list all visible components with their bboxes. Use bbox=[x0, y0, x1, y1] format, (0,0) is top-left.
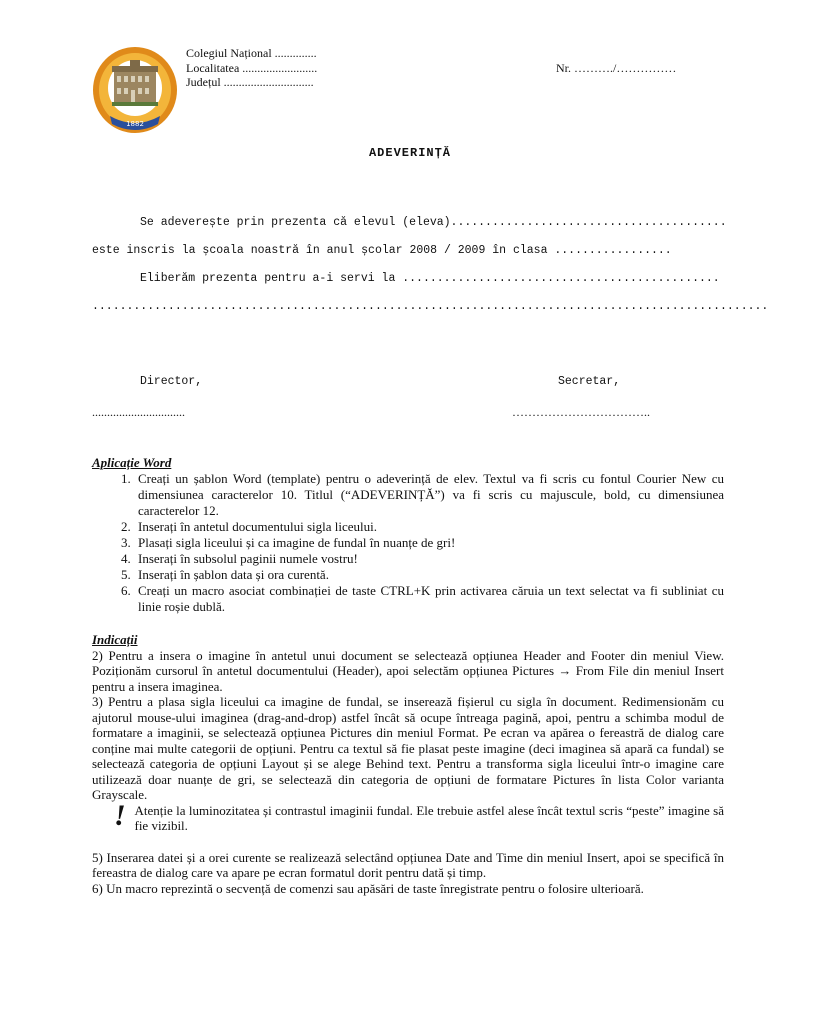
word-application-section bbox=[92, 455, 724, 615]
task-item: 5. Inserați în șablon data și ora curentă. bbox=[134, 567, 724, 583]
document-title: ADEVERINȚĂ bbox=[368, 146, 451, 160]
certificate-line-3: Eliberăm prezenta pentru a-i servi la .............................................. bbox=[140, 272, 720, 285]
director-signature-line: ............................... bbox=[92, 405, 185, 419]
school-logo bbox=[92, 46, 178, 134]
school-name-line: Colegiul Național .............. bbox=[186, 46, 317, 60]
town-line: Localitatea ......................... bbox=[186, 61, 318, 75]
indications-section bbox=[92, 632, 724, 896]
indications-heading: Indicații bbox=[92, 632, 138, 647]
task-item: 4. Inserați în subsolul paginii numele vostru! bbox=[134, 551, 724, 567]
task-item: 6. Creați un macro asociat combinației de taste CTRL+K prin activarea căruia un text selectat va fi subliniat cu linie roșie dublă. bbox=[134, 583, 724, 615]
indication-3: 3) Pentru a plasa sigla liceului ca imagine de fundal, se inserează fișierul cu sigla în document. Redimensionăm cu ajutorul mouse-ului imaginea (drag-and-drop) astfel încât să ocupe întreaga pagină, apoi, pentru a schimba modul de formatare a imaginii, se selectează opțiunea Pictures din meniul Format. Pe ecran va apărea o fereastră de dialog care conține mai multe categorii de opțiuni. Pentru ca textul să fie plasat peste imagine (deci imaginea să apară ca fundal) se selectează categoria de opțiuni Layout și se alege Behind text. Pentru a transforma sigla liceului într-o imagine care utilizează doar nuanțe de gri, se selectează din categoria de opțiuni de formatare Pictures în lista Color varianta Grayscale. bbox=[92, 694, 724, 802]
county-line: Județul .............................. bbox=[186, 75, 314, 89]
tasks-list bbox=[92, 471, 724, 615]
task-item: 3. Plasați sigla liceului și ca imagine de fundal în nuanțe de gri! bbox=[134, 535, 724, 551]
director-label: Director, bbox=[140, 375, 203, 388]
exclamation-icon: ! bbox=[114, 798, 126, 832]
warning-text: Atenție la luminozitatea și contrastul imaginii fundal. Ele trebuie astfel alese încât textul scris “peste” imagine să fie vizibil. bbox=[134, 802, 724, 833]
certificate-line-1: Se adeverește prin prezenta că elevul (eleva)........................................ bbox=[140, 216, 727, 229]
secretary-signature-line: …………………………….. bbox=[512, 405, 650, 419]
task-item: 2. Inserați în antetul documentului sigla liceului. bbox=[134, 519, 724, 535]
certificate-line-2: este inscris la școala noastră în anul școlar 2008 / 2009 în clasa ................. bbox=[92, 244, 672, 257]
indication-5: 5) Inserarea datei și a orei curente se realizează selectând opțiunea Date and Time din meniul Insert, apoi se specifică în fereastra de dialog care va apare pe ecran formatul dorit pentru dată și timp. bbox=[92, 849, 724, 880]
task-item: 1. Creați un șablon Word (template) pentru o adeverință de elev. Textul va fi scris cu fontul Courier New cu dimensiunea caracterelor 10. Titlul (“ADEVERINȚĂ”) va fi scris cu majuscule, bold, cu dimensiunea caracterelor 12. bbox=[134, 471, 724, 519]
tasks-heading: Aplicație Word bbox=[92, 455, 172, 470]
secretary-label: Secretar, bbox=[558, 375, 621, 388]
indication-6: 6) Un macro reprezintă o secvență de comenzi sau apăsări de taste înregistrate pentru o folosire ulterioară. bbox=[92, 880, 644, 896]
indication-2: 2) Pentru a insera o imagine în antetul unui document se selectează opțiunea Header and Footer din meniul View. Poziționăm cursorul în antetul documentului (Header), apoi selectăm opțiunea Pictures → From File din meniul Insert pentru a insera imaginea. bbox=[92, 647, 724, 694]
warning-note bbox=[92, 798, 724, 834]
registration-number: Nr. ………./…………… bbox=[556, 61, 677, 75]
certificate-line-4: .................................................................................................. bbox=[92, 300, 769, 313]
svg-text:1882: 1882 bbox=[126, 120, 144, 128]
